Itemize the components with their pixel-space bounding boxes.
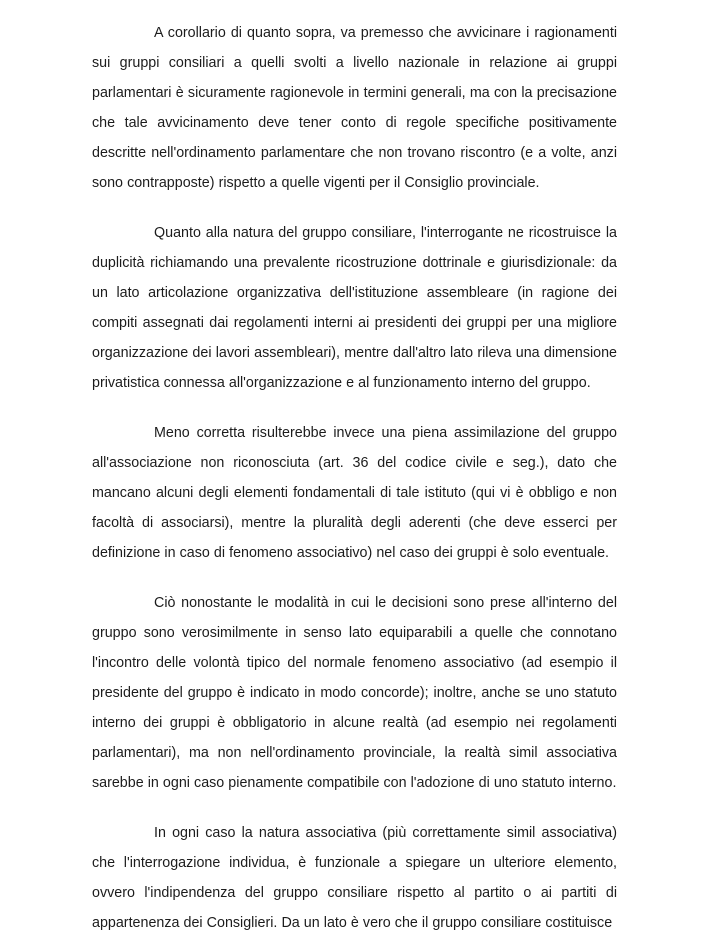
paragraph: Quanto alla natura del gruppo consiliare, l'interrogante ne ricostruisce la duplicità richiamando una prevalente ricostruzione dottrinale e giurisdizionale: da un lato articolazione organizzativa dell'istituzione assembleare (in ragione dei compiti assegnati dai regolamenti interni ai presidenti dei gruppi per una migliore organizzazione dei lavori assembleari), mentre dall'altro lato rileva una dimensione privatistica connessa all'organizzazione e al funzionamento interno del gruppo.: [92, 225, 617, 391]
paragraph: A corollario di quanto sopra, va premesso che avvicinare i ragionamenti sui gruppi consiliari a quelli svolti a livello nazionale in relazione ai gruppi parlamentari è sicuramente ragionevole in termini generali, ma con la precisazione che tale avvicinamento deve tener conto di regole specifiche positivamente descritte nell'ordinamento parlamentare che non trovano riscontro (e a volte, anzi sono contrapposte) rispetto a quelle vigenti per il Consiglio provinciale.: [92, 25, 617, 191]
paragraph: Ciò nonostante le modalità in cui le decisioni sono prese all'interno del gruppo sono verosimilmente in senso lato equiparabili a quelle che connotano l'incontro delle volontà tipico del normale fenomeno associativo (ad esempio il presidente del gruppo è indicato in modo concorde); inoltre, anche se uno statuto interno dei gruppi è obbligatorio in alcune realtà (ad esempio nei regolamenti parlamentari), ma non nell'ordinamento provinciale, la realtà simil associativa sarebbe in ogni caso pienamente compatibile con l'adozione di uno statuto interno.: [92, 595, 617, 791]
document-body: [92, 18, 617, 938]
paragraph: In ogni caso la natura associativa (più correttamente simil associativa) che l'interrogazione individua, è funzionale a spiegare un ulteriore elemento, ovvero l'indipendenza del gruppo consiliare rispetto al partito o ai partiti di appartenenza dei Consiglieri. Da un lato è vero che il gruppo consiliare costituisce: [92, 825, 617, 931]
paragraph: Meno corretta risulterebbe invece una piena assimilazione del gruppo all'associazione non riconosciuta (art. 36 del codice civile e seg.), dato che mancano alcuni degli elementi fondamentali di tale istituto (qui vi è obbligo e non facoltà di associarsi), mentre la pluralità degli aderenti (che deve esserci per definizione in caso di fenomeno associativo) nel caso dei gruppi è solo eventuale.: [92, 425, 617, 561]
